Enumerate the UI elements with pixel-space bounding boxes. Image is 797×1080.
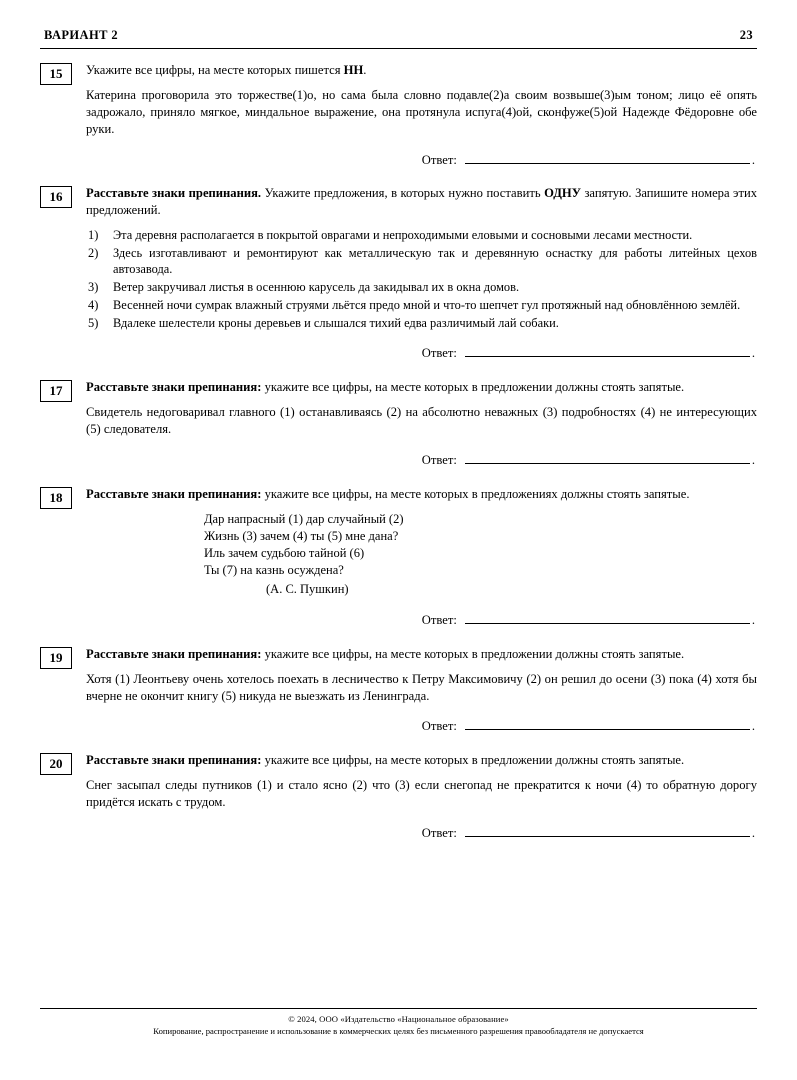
answer-label: Ответ: bbox=[421, 452, 457, 467]
task-prompt-text: укажите все цифры, на месте которых в предложении должны стоять запятые. bbox=[261, 646, 685, 661]
list-text: Ветер закручивал листья в осеннюю карусель да закидывал их в окна домов. bbox=[113, 280, 520, 295]
list-marker: 5) bbox=[88, 316, 99, 330]
task-prompt bbox=[86, 185, 757, 219]
task-prompt-emphasis-2: ОДНУ bbox=[544, 186, 581, 201]
usage-notice: Копирование, распространение и использование в коммерческих целях без письменного разрешения правообладателя не допускается bbox=[153, 1026, 644, 1036]
answer-label: Ответ: bbox=[421, 719, 457, 734]
task-19 bbox=[40, 646, 757, 736]
list-marker: 1) bbox=[88, 228, 99, 243]
page-header bbox=[40, 28, 757, 48]
list-marker: 3) bbox=[88, 280, 99, 295]
task-prompt-emphasis: НН bbox=[343, 63, 364, 77]
task-prompt bbox=[86, 379, 757, 396]
task-prompt-text: укажите все цифры, на месте которых в предложениях должны стоять запятые. bbox=[261, 486, 690, 501]
task-number-badge: 20 bbox=[40, 753, 72, 775]
poem-author: (А. С. Пушкин) bbox=[266, 581, 349, 596]
answer-period: . bbox=[751, 612, 755, 627]
task-prompt-text: укажите все цифры, на месте которых в предложении должны стоять запятые. bbox=[261, 753, 685, 768]
task-16 bbox=[40, 185, 757, 362]
task-number-badge: 18 bbox=[40, 487, 72, 509]
task-number-badge: 17 bbox=[40, 380, 72, 402]
task-prompt bbox=[86, 646, 757, 663]
list-text: Весенней ночи сумрак влажный струями льётся предо мной и что-то шепчет гул протяжный над обновлённою землёй. bbox=[113, 298, 741, 313]
task-text: Свидетель недоговаривал главного (1) останавливаясь (2) на абсолютно неважных (3) подробностях (4) не интересующих (5) следователя. bbox=[86, 405, 757, 436]
answer-input-line[interactable] bbox=[465, 344, 750, 357]
page-number: 23 bbox=[739, 28, 753, 42]
list-item bbox=[86, 279, 757, 295]
answer-input-line[interactable] bbox=[465, 451, 750, 464]
task-prompt-emphasis: Расставьте знаки препинания: bbox=[86, 380, 262, 395]
task-number-badge: 16 bbox=[40, 186, 72, 208]
poem-line: Жизнь (3) зачем (4) ты (5) мне дана? bbox=[204, 528, 399, 543]
task-20 bbox=[40, 752, 757, 842]
task-prompt-text-2: запятую. Запишите номера этих предложений. bbox=[86, 186, 757, 218]
list-text: Вдалеке шелестели кроны деревьев и слышался тихий едва различимый лай собаки. bbox=[113, 316, 559, 330]
list-marker: 4) bbox=[88, 298, 99, 313]
task-text: Хотя (1) Леонтьеву очень хотелось поехать в лесничество к Петру Максимовичу (2) он решил до осени (3) пока (4) хотя бы вчерне не окончит книгу (5) никуда не выезжать из Ленинграда. bbox=[86, 671, 757, 703]
variant-label: ВАРИАНТ 2 bbox=[44, 28, 118, 42]
answer-period: . bbox=[751, 825, 755, 840]
list-text: Эта деревня располагается в покрытой оврагами и непроходимыми еловыми и сосновыми лесами местности. bbox=[113, 228, 693, 243]
list-text: Здесь изготавливают и ремонтируют как металлическую так и деревянную оснастку для работы литейных цехов автозавода. bbox=[113, 246, 757, 277]
task-prompt-text: Укажите предложения, в которых нужно поставить bbox=[261, 186, 545, 201]
header-divider bbox=[40, 48, 757, 49]
poem-block bbox=[86, 511, 757, 598]
sentence-list bbox=[86, 227, 757, 331]
answer-row bbox=[86, 451, 757, 469]
answer-row bbox=[86, 717, 757, 735]
task-text: Катерина проговорила это торжестве(1)о, но сама была словно подавле(2)а своим возвыше(3)ым тоном; лицо её опять задрожало, приняло мягкое, миндальное выражение, она протянула испуга(4)ой, сконфуже(5)ой Надежде Фёдоровне обе руки. bbox=[86, 87, 757, 136]
poem-line: Ты (7) на казнь осуждена? bbox=[204, 563, 344, 578]
task-number-badge: 19 bbox=[40, 647, 72, 669]
answer-period: . bbox=[751, 452, 755, 467]
answer-input-line[interactable] bbox=[465, 824, 750, 837]
poem-line: Дар напрасный (1) дар случайный (2) bbox=[204, 511, 404, 526]
answer-input-line[interactable] bbox=[465, 151, 750, 164]
task-number-badge: 15 bbox=[40, 63, 72, 85]
answer-label: Ответ: bbox=[421, 825, 457, 840]
task-17 bbox=[40, 379, 757, 469]
task-prompt-emphasis: Расставьте знаки препинания: bbox=[86, 753, 262, 768]
task-15 bbox=[40, 62, 757, 168]
task-content bbox=[86, 752, 757, 842]
answer-label: Ответ: bbox=[421, 612, 457, 627]
footer-divider bbox=[40, 1008, 757, 1009]
answer-row bbox=[86, 151, 757, 169]
list-marker: 2) bbox=[88, 246, 99, 260]
task-content bbox=[86, 62, 757, 168]
task-prompt bbox=[86, 752, 757, 769]
task-content bbox=[86, 646, 757, 736]
task-prompt-tail: . bbox=[363, 63, 367, 77]
answer-period: . bbox=[751, 719, 755, 734]
list-item bbox=[86, 227, 757, 243]
task-prompt bbox=[86, 486, 757, 503]
task-content bbox=[86, 185, 757, 362]
task-content bbox=[86, 379, 757, 469]
task-content bbox=[86, 486, 757, 629]
page-footer bbox=[40, 1008, 757, 1036]
answer-input-line[interactable] bbox=[465, 717, 750, 730]
answer-row bbox=[86, 824, 757, 842]
task-prompt-emphasis: Расставьте знаки препинания: bbox=[86, 486, 262, 501]
task-prompt-emphasis: Расставьте знаки препинания. bbox=[86, 186, 262, 201]
answer-period: . bbox=[751, 346, 755, 361]
task-prompt-emphasis: Расставьте знаки препинания: bbox=[86, 646, 262, 661]
poem-line: Иль зачем судьбою тайной (6) bbox=[204, 546, 365, 561]
task-prompt-text: укажите все цифры, на месте которых в предложении должны стоять запятые. bbox=[261, 380, 685, 395]
list-item bbox=[86, 315, 757, 331]
task-18 bbox=[40, 486, 757, 629]
task-prompt bbox=[86, 62, 757, 79]
answer-row bbox=[86, 611, 757, 629]
list-item bbox=[86, 245, 757, 278]
copyright-line: © 2024, ООО «Издательство «Национальное образование» bbox=[288, 1014, 509, 1024]
answer-period: . bbox=[751, 152, 755, 167]
task-text: Снег засыпал следы путников (1) и стало ясно (2) что (3) если снегопад не прекратится к ночи (4) то обратную дорогу придётся искать с трудом. bbox=[86, 778, 757, 809]
task-prompt-text: Укажите все цифры, на месте которых пишется bbox=[86, 63, 344, 77]
answer-input-line[interactable] bbox=[465, 611, 750, 624]
answer-label: Ответ: bbox=[421, 152, 457, 167]
answer-row bbox=[86, 344, 757, 362]
list-item bbox=[86, 297, 757, 313]
answer-label: Ответ: bbox=[421, 346, 457, 361]
